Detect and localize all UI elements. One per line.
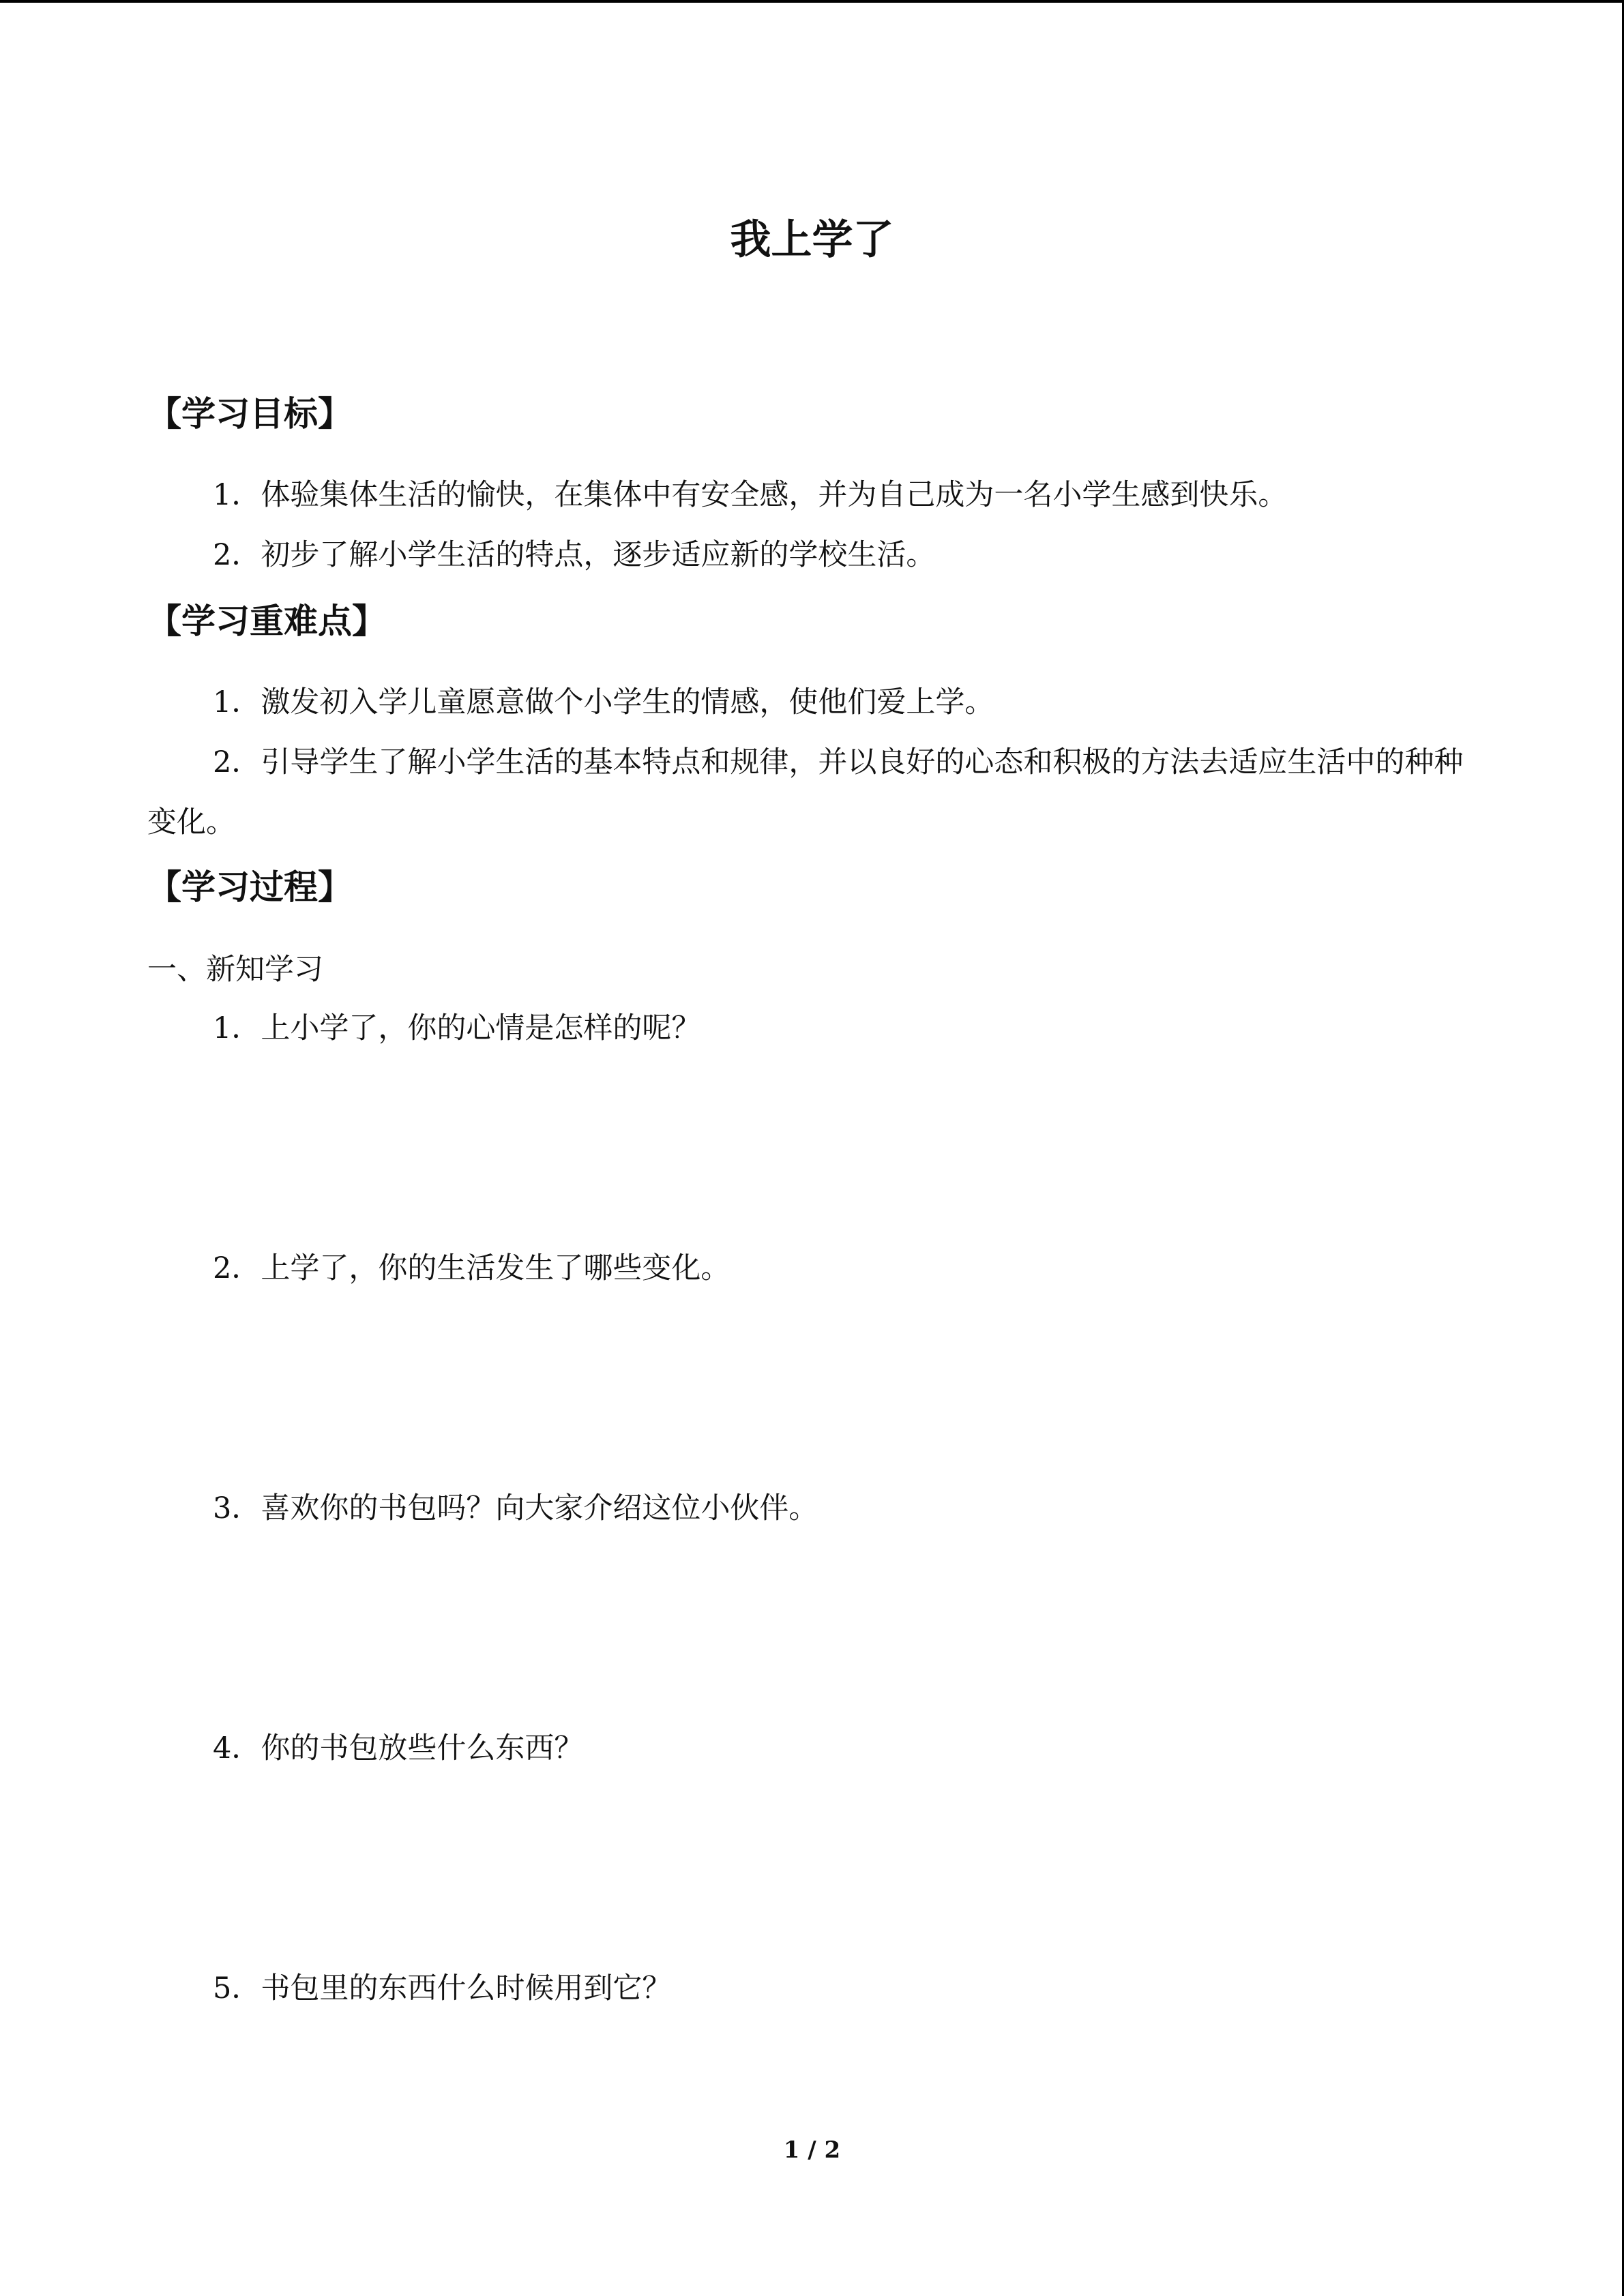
goal-item-1: 1．体验集体生活的愉快，在集体中有安全感，并为自己成为一名小学生感到快乐。 [213, 478, 1288, 512]
top-border [0, 0, 1624, 3]
question-1: 1．上小学了，你的心情是怎样的呢？ [213, 1011, 701, 1045]
page-title: 我上学了 [730, 216, 894, 264]
key-point-item-1: 1．激发初入学儿童愿意做个小学生的情感，使他们爱上学。 [213, 685, 994, 719]
page-number: 1 / 2 [783, 2136, 841, 2164]
question-2: 2．上学了，你的生活发生了哪些变化。 [213, 1251, 730, 1285]
section-heading-key-points: 【学习重难点】 [147, 601, 386, 641]
key-point-item-2: 2．引导学生了解小学生活的基本特点和规律，并以良好的心态和积极的方法去适应生活中的种种变化。 [147, 745, 1464, 839]
question-4: 4．你的书包放些什么东西？ [213, 1731, 584, 1765]
section-heading-goals: 【学习目标】 [147, 394, 352, 434]
part-title-new-knowledge: 一、新知学习 [147, 953, 323, 987]
goal-item-2: 2．初步了解小学生活的特点，逐步适应新的学校生活。 [213, 538, 936, 572]
section-heading-process: 【学习过程】 [147, 867, 352, 907]
question-5: 5．书包里的东西什么时候用到它？ [213, 1971, 672, 2006]
question-3: 3．喜欢你的书包吗？向大家介绍这位小伙伴。 [213, 1491, 818, 1525]
